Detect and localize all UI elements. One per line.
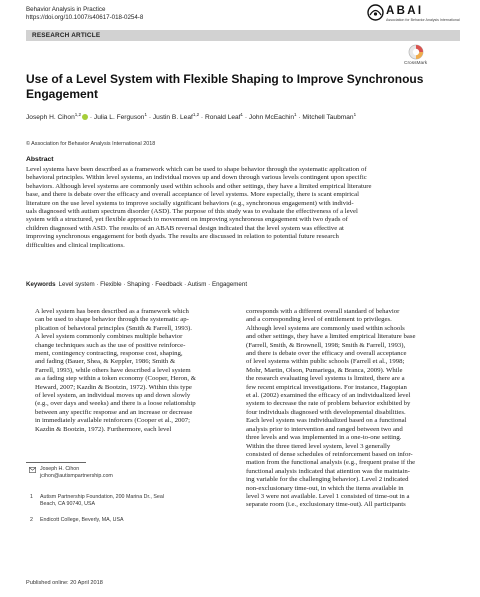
- body-line: and a corresponding level of entitlement to privileges.: [246, 316, 392, 324]
- abstract-line: Level systems have been described as a framework which can be used to shape behavior through the systematic application of: [26, 166, 367, 173]
- body-line: four individuals diagnosed with developmental disabilities.: [246, 408, 406, 416]
- body-line: and there is debate over the efficacy and overall acceptance: [246, 350, 407, 358]
- body-line: A level system commonly combines multiple behavior: [35, 333, 183, 341]
- affiliation-1-line: Beach, CA 90740, USA: [40, 501, 96, 507]
- author-affiliation-sup: 1,2: [192, 112, 200, 117]
- body-line: as a fading step within a token economy (Cooper, Heron, &: [35, 375, 196, 383]
- abstract-line: children diagnosed with ASD. The results of an ABAB reversal design indicated that the level system was effective at: [26, 224, 344, 232]
- keywords-list: Level system · Flexible · Shaping · Feedback · Autism · Engagement: [58, 281, 248, 288]
- body-line: ing variable for the challenging behavior). Level 2 indicated: [246, 476, 409, 484]
- body-line: non-exclusionary time-out, in which the items available in: [246, 484, 404, 492]
- author-affiliation-sup: 1: [294, 112, 297, 117]
- abai-logo: [367, 4, 463, 30]
- abstract-line: difficulties and clinical implications.: [26, 241, 125, 249]
- author-affiliation-sup: 1,2: [74, 112, 82, 117]
- author[interactable]: [249, 114, 297, 121]
- author-separator: ·: [199, 114, 205, 122]
- body-line: Each level system was individualized based on a functional: [246, 417, 407, 425]
- body-line: can be used to shape behavior through the systematic ap-: [35, 316, 189, 324]
- author-name: Mitchell Taubman: [302, 114, 354, 122]
- body-line: consisted of dense schedules of reinforcement based on infor-: [246, 450, 413, 458]
- body-line: corresponds with a different overall standard of behavior: [246, 308, 400, 315]
- body-line: of level system, an individual moves up and down slowly: [35, 392, 191, 400]
- author-name: Julia L. Ferguson: [93, 114, 145, 122]
- copyright-line: © Association for Behavior Analysis International 2018: [26, 141, 156, 147]
- abstract-heading: Abstract: [26, 156, 54, 163]
- body-column-left: [35, 308, 245, 434]
- abstract-line: behavioral principles. Within level systems, an individual moves up and down through various levels contingent upon specific: [26, 174, 367, 182]
- article-type: RESEARCH ARTICLE: [32, 32, 101, 39]
- body-line: ment, contingency contracting, response cost, shaping,: [35, 350, 183, 358]
- article-type-bar: [26, 30, 460, 41]
- body-line: Kazdin & Bootzin, 1972). Furthermore, each level: [35, 425, 172, 433]
- body-line: and other settings, they have a limited empirical literature base: [246, 333, 416, 341]
- abstract-line: system with a structured, yet flexible approach to movement on improving synchronous engagement with two dyads of: [26, 216, 348, 224]
- author-affiliation-sup: 1: [353, 112, 357, 117]
- affiliation-2-line: Endicott College, Beverly, MA, USA: [40, 517, 124, 523]
- author-name: Justin B. Leaf: [152, 114, 193, 122]
- abstract-line: behaviors. Although level systems are commonly used within schools and other settings, they have a limited empirical literature: [26, 182, 372, 190]
- abstract-line: base, and there is debate over the efficacy and overall acceptance of level systems. More especially, there is scant empirical: [26, 191, 360, 199]
- crossmark-badge[interactable]: [398, 44, 444, 70]
- abai-wordmark: ABAI: [386, 5, 424, 17]
- body-line: level 3 were not available. Level 1 consisted of time-out in a: [246, 492, 410, 500]
- body-line: Heward, 2007; Kazdin & Bootzin, 1972). Within this type: [35, 383, 192, 391]
- abstract-line: uals diagnosed with autism spectrum disorder (ASD). The purpose of this study was to evaluate the effectiveness of a level: [26, 208, 358, 216]
- author-separator: ·: [296, 114, 303, 122]
- article-title: Use of a Level System with Flexible Shaping to Improve Synchronous Engagement: [26, 72, 424, 101]
- body-line: functional analysis indicated that attention was the maintain-: [246, 467, 411, 475]
- body-line: Farrell, 1993), while others have described a level system: [35, 366, 191, 374]
- body-line: Within the three tiered level system, level 3 generally: [246, 442, 391, 450]
- body-line: analysis prior to intervention and ranged between two and: [246, 425, 403, 433]
- author[interactable]: [205, 114, 243, 121]
- author-separator: ·: [243, 114, 249, 122]
- body-line: separate room (i.e., exclusionary time-out). All participants: [246, 501, 406, 509]
- body-line: in immediately available reinforcers (Cooper et al., 2007;: [35, 417, 191, 425]
- envelope-icon: [29, 467, 36, 473]
- keywords-line: [26, 281, 460, 288]
- body-line: (e.g., over days and weeks) and there is a loose relationship: [35, 400, 196, 408]
- body-line: change techniques such as the use of positive reinforce-: [35, 341, 186, 349]
- author-list: [26, 110, 466, 122]
- abai-mark-icon: [367, 4, 384, 21]
- author-name: Joseph H. Cihon: [26, 114, 75, 122]
- body-line: Although level systems are commonly used within schools: [246, 324, 405, 332]
- crossmark-icon: [408, 44, 424, 60]
- affiliation-1-line: Autism Partnership Foundation, 200 Marina Dr., Seal: [40, 494, 164, 500]
- author[interactable]: [26, 114, 88, 121]
- affiliation-1: [30, 494, 164, 508]
- author-affiliation-sup: 1: [144, 112, 147, 117]
- keywords-label: Keywords: [26, 281, 56, 288]
- affiliation-2-number: 2: [30, 517, 33, 523]
- body-column-right: [246, 308, 456, 510]
- body-line: Mohr, Martin, Olson, Pumariega, & Branca, 2009). While: [246, 366, 403, 374]
- author-affiliation-sup: 1: [240, 112, 244, 117]
- affiliation-2: [30, 517, 124, 524]
- abstract-line: improving synchronous engagement for both dyads. The results are discussed in relation to potential future research: [26, 233, 339, 241]
- author-name: John McEachin: [248, 114, 295, 122]
- contact-name: Joseph H. Cihon: [40, 466, 80, 472]
- body-line: system to decrease the rate of problem behavior exhibited by: [246, 400, 411, 408]
- author[interactable]: [94, 114, 147, 121]
- footnote-rule: [26, 462, 86, 463]
- body-line: plication of behavioral principles (Smith & Farrell, 1993).: [35, 324, 192, 332]
- body-line: three levels and was implemented in a one-to-one setting.: [246, 434, 402, 442]
- abai-tagline: Association for Behavior Analysis International: [386, 18, 460, 22]
- body-line: mation from the functional analysis (e.g., frequent praise if the: [246, 459, 416, 467]
- affiliation-1-number: 1: [30, 494, 33, 500]
- author[interactable]: [153, 114, 199, 121]
- journal-header: [26, 6, 143, 22]
- abstract-line: literature on the use level systems to improve socially significant behaviors (e.g., synchronous engagement) with individ-: [26, 199, 354, 207]
- contact-email[interactable]: jcihon@autismpartnership.com: [40, 473, 113, 479]
- body-line: of level systems within public schools (Farrell et al., 1998;: [246, 358, 405, 366]
- crossmark-label: CrossMark: [404, 61, 428, 66]
- body-line: few recent empirical investigations. For instance, Hagopian: [246, 383, 407, 391]
- abstract-body: [26, 166, 460, 250]
- body-line: and fading (Bauer, Shea, & Keppler, 1986; Smith &: [35, 358, 176, 366]
- body-line: A level system has been described as a framework which: [35, 308, 189, 315]
- author[interactable]: [302, 114, 356, 121]
- body-line: et al. (2002) examined the efficacy of an individualized level: [246, 392, 411, 400]
- published-date: Published online: 20 April 2018: [26, 580, 103, 586]
- journal-name: Behavior Analysis in Practice: [26, 6, 106, 13]
- body-line: between any specific response and an increase or decrease: [35, 408, 193, 416]
- author-name: Ronald Leaf: [204, 114, 241, 122]
- doi-link[interactable]: https://doi.org/10.1007/s40617-018-0254-8: [26, 14, 144, 22]
- corresponding-author: [30, 466, 113, 480]
- author-separator: ·: [88, 114, 94, 122]
- body-line: the research evaluating level systems is limited, there are a: [246, 375, 405, 383]
- body-line: (Farrell, Smith, & Brownell, 1998; Smith & Farrell, 1993),: [246, 341, 406, 349]
- author-separator: ·: [147, 114, 153, 122]
